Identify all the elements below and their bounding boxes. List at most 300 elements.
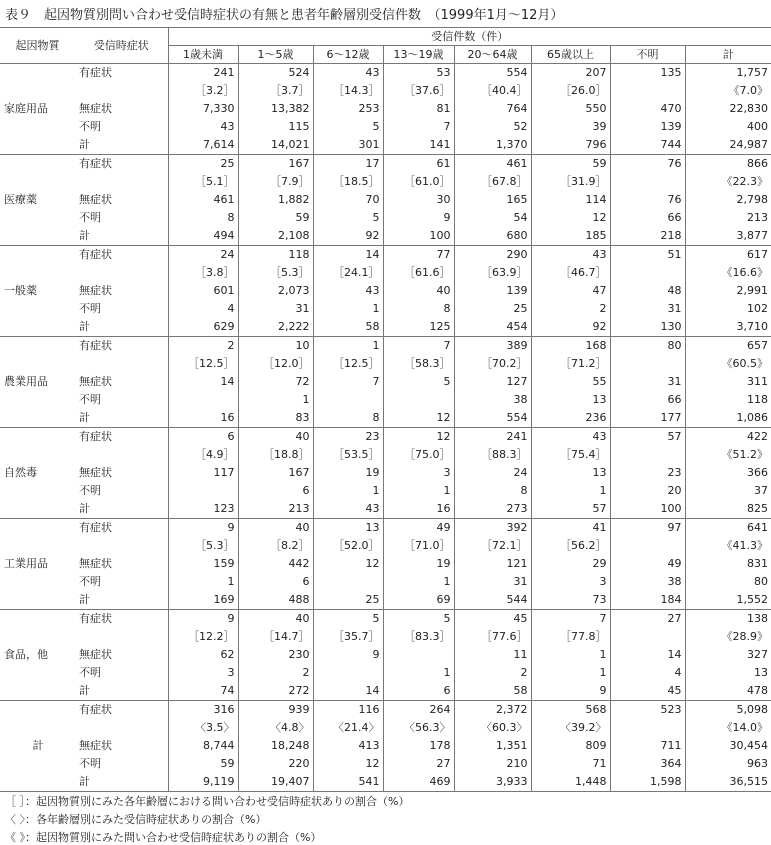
table-cell: 167: [238, 464, 313, 482]
table-row: [0, 719, 771, 737]
table-row: [0, 373, 771, 391]
table-cell: 8,744: [168, 737, 238, 755]
row-symptom-label: 無症状: [79, 648, 112, 661]
table-row: [0, 428, 771, 447]
table-cell: 3,877: [685, 227, 771, 246]
table-cell: 7: [383, 337, 454, 356]
table-cell: 5: [383, 610, 454, 629]
table-cell: 16: [168, 409, 238, 428]
table-cell: 57: [610, 428, 685, 447]
table-cell: 469: [383, 773, 454, 792]
table-cell: 19,407: [238, 773, 313, 792]
row-source-empty: [0, 773, 75, 792]
table-cell: 12: [313, 555, 383, 573]
table-cell: 6: [238, 573, 313, 591]
table-cell: 74: [168, 682, 238, 701]
table-cell: 13: [531, 464, 610, 482]
table-cell: 70: [313, 191, 383, 209]
table-cell: 115: [238, 118, 313, 136]
table-row: [0, 118, 771, 136]
table-cell: 31: [610, 373, 685, 391]
header-age-1: 1～5歳: [238, 46, 313, 64]
table-cell: 12: [383, 409, 454, 428]
table-cell: 25: [313, 591, 383, 610]
table-cell: 213: [685, 209, 771, 227]
header-age-0: 1歳未満: [168, 46, 238, 64]
table-row: [0, 682, 771, 701]
table-cell: 554: [454, 409, 531, 428]
table-cell: 2,372: [454, 701, 531, 720]
table-row: [0, 264, 771, 282]
table-cell: 963: [685, 755, 771, 773]
table-cell: 24: [454, 464, 531, 482]
table-cell: [610, 173, 685, 191]
header-age-4: 20～64歳: [454, 46, 531, 64]
table-cell: ［3.7］: [238, 82, 313, 100]
table-cell: 139: [454, 282, 531, 300]
data-table: [0, 27, 771, 792]
table-cell: 71: [531, 755, 610, 773]
table-cell: 8: [454, 482, 531, 500]
table-cell: ［71.2］: [531, 355, 610, 373]
table-cell: 1: [531, 482, 610, 500]
table-cell: ［5.3］: [238, 264, 313, 282]
table-cell: 253: [313, 100, 383, 118]
row-symptom-label: 計: [75, 500, 168, 519]
table-cell: 3: [168, 664, 238, 682]
table-cell: 3: [531, 573, 610, 591]
row-symptom-label: [75, 82, 168, 100]
table-cell: 14,021: [238, 136, 313, 155]
row-symptom-label: 不明: [79, 302, 101, 315]
table-cell: 19: [383, 555, 454, 573]
row-source-empty: [0, 573, 75, 591]
legend-double-angle-note: 《 》：起因物質別にみた問い合わせ受信時症状ありの割合（%）: [5, 831, 322, 844]
table-cell: 5: [313, 610, 383, 629]
table-row: [0, 318, 771, 337]
row-source-empty: [0, 318, 75, 337]
table-cell: 25: [454, 300, 531, 318]
table-cell: 9,119: [168, 773, 238, 792]
row-source-empty: [0, 337, 75, 356]
table-row: [0, 391, 771, 409]
table-cell: 8: [383, 300, 454, 318]
header-symptom: 受信時症状: [75, 28, 168, 64]
table-cell: 9: [168, 610, 238, 629]
header-age-2: 6～12歳: [313, 46, 383, 64]
table-cell: 66: [610, 391, 685, 409]
table-cell: 470: [610, 100, 685, 118]
table-cell: 81: [383, 100, 454, 118]
table-cell: 57: [531, 500, 610, 519]
row-symptom-label: 有症状: [79, 248, 112, 261]
table-cell: 290: [454, 246, 531, 265]
table-cell: 12: [313, 755, 383, 773]
row-symptom-label: 不明: [79, 757, 101, 770]
table-cell: 165: [454, 191, 531, 209]
table-cell: 7,614: [168, 136, 238, 155]
row-source-empty: [0, 173, 75, 191]
table-cell: 311: [685, 373, 771, 391]
table-row: [0, 573, 771, 591]
table-cell: 1: [531, 664, 610, 682]
table-row: [0, 191, 771, 209]
table-cell: 5: [313, 118, 383, 136]
table-cell: 230: [238, 646, 313, 664]
table-cell: 80: [610, 337, 685, 356]
row-symptom-label: [75, 628, 168, 646]
row-source-empty: [0, 519, 75, 538]
table-row: [0, 300, 771, 318]
table-cell: ［71.0］: [383, 537, 454, 555]
table-cell: 59: [531, 155, 610, 174]
table-cell: 207: [531, 64, 610, 83]
table-cell: 27: [383, 755, 454, 773]
table-cell: 2: [454, 664, 531, 682]
table-cell: 2,108: [238, 227, 313, 246]
table-cell: 117: [168, 464, 238, 482]
row-symptom-label: [75, 537, 168, 555]
table-cell: 43: [168, 118, 238, 136]
table-cell: 273: [454, 500, 531, 519]
row-source-empty: [0, 500, 75, 519]
table-cell: 14: [313, 682, 383, 701]
row-source-empty: [0, 64, 75, 83]
header-age-7: 計: [685, 46, 771, 64]
row-source-label: 農業用品: [4, 375, 48, 388]
table-cell: [168, 482, 238, 500]
table-cell: 1: [531, 646, 610, 664]
row-source-empty: [0, 591, 75, 610]
table-cell: 30,454: [685, 737, 771, 755]
header-received-count: 受信件数（件）: [168, 28, 771, 46]
table-cell: ［53.5］: [313, 446, 383, 464]
table-cell: 《22.3》: [685, 173, 771, 191]
row-source-empty: [0, 246, 75, 265]
table-cell: 641: [685, 519, 771, 538]
table-cell: 168: [531, 337, 610, 356]
table-cell: 831: [685, 555, 771, 573]
table-cell: ［3.2］: [168, 82, 238, 100]
table-cell: 116: [313, 701, 383, 720]
table-cell: 218: [610, 227, 685, 246]
table-cell: 《51.2》: [685, 446, 771, 464]
table-cell: 102: [685, 300, 771, 318]
table-cell: 23: [610, 464, 685, 482]
row-symptom-label: 不明: [79, 484, 101, 497]
row-symptom-label: 有症状: [79, 157, 112, 170]
table-cell: 13: [531, 391, 610, 409]
table-row: [0, 591, 771, 610]
table-cell: 1,757: [685, 64, 771, 83]
table-row: [0, 446, 771, 464]
table-title: 表９ 起因物質別問い合わせ受信時症状の有無と患者年齢層別受信件数 （1999年1月～12月）: [5, 8, 564, 23]
table-cell: 264: [383, 701, 454, 720]
table-cell: 14: [168, 373, 238, 391]
table-cell: ［52.0］: [313, 537, 383, 555]
table-cell: 118: [685, 391, 771, 409]
row-symptom-label: [75, 173, 168, 191]
table-cell: 5: [313, 209, 383, 227]
table-cell: 1,882: [238, 191, 313, 209]
table-cell: 601: [168, 282, 238, 300]
table-cell: ［40.4］: [454, 82, 531, 100]
table-cell: 76: [610, 155, 685, 174]
table-cell: 554: [454, 64, 531, 83]
table-row: [0, 701, 771, 720]
table-row: [0, 173, 771, 191]
table-cell: [610, 264, 685, 282]
table-cell: 48: [610, 282, 685, 300]
table-cell: 61: [383, 155, 454, 174]
table-cell: ［12.0］: [238, 355, 313, 373]
table-cell: 241: [168, 64, 238, 83]
table-cell: 478: [685, 682, 771, 701]
table-cell: 40: [238, 610, 313, 629]
table-cell: 〈21.4〉: [313, 719, 383, 737]
table-cell: [610, 82, 685, 100]
table-cell: 30: [383, 191, 454, 209]
row-source-label: 工業用品: [4, 557, 48, 570]
row-source-empty: [0, 136, 75, 155]
table-cell: 62: [168, 646, 238, 664]
table-cell: [610, 719, 685, 737]
table-cell: ［5.3］: [168, 537, 238, 555]
table-cell: 141: [383, 136, 454, 155]
row-symptom-label: 無症状: [79, 739, 112, 752]
row-symptom-label: 有症状: [79, 612, 112, 625]
table-cell: 159: [168, 555, 238, 573]
table-cell: [610, 446, 685, 464]
table-cell: 7: [383, 118, 454, 136]
table-cell: 121: [454, 555, 531, 573]
table-cell: 617: [685, 246, 771, 265]
table-cell: ［58.3］: [383, 355, 454, 373]
table-cell: 14: [313, 246, 383, 265]
table-cell: 41: [531, 519, 610, 538]
table-cell: 31: [238, 300, 313, 318]
row-source-empty: [0, 428, 75, 447]
table-cell: ［24.1］: [313, 264, 383, 282]
table-cell: 24: [168, 246, 238, 265]
table-cell: ［12.5］: [168, 355, 238, 373]
table-cell: 20: [610, 482, 685, 500]
table-cell: ［5.1］: [168, 173, 238, 191]
table-cell: 3,710: [685, 318, 771, 337]
row-source-empty: [0, 628, 75, 646]
row-symptom-label: 計: [75, 773, 168, 792]
table-cell: 1: [313, 337, 383, 356]
table-cell: 130: [610, 318, 685, 337]
table-cell: 1: [383, 664, 454, 682]
row-symptom-label: [75, 446, 168, 464]
row-source-empty: [0, 682, 75, 701]
table-cell: 53: [383, 64, 454, 83]
table-cell: 8: [168, 209, 238, 227]
table-cell: 442: [238, 555, 313, 573]
row-symptom-label: 有症状: [79, 66, 112, 79]
table-cell: 114: [531, 191, 610, 209]
table-cell: 825: [685, 500, 771, 519]
table-row: [0, 773, 771, 792]
table-cell: 185: [531, 227, 610, 246]
table-cell: 36,515: [685, 773, 771, 792]
table-cell: 76: [610, 191, 685, 209]
row-symptom-label: 不明: [79, 575, 101, 588]
table-row: [0, 737, 771, 755]
table-cell: 629: [168, 318, 238, 337]
row-source-label: 計: [32, 739, 44, 752]
table-cell: 7: [531, 610, 610, 629]
table-cell: 《41.3》: [685, 537, 771, 555]
table-cell: 364: [610, 755, 685, 773]
row-symptom-label: 無症状: [79, 375, 112, 388]
table-cell: 37: [685, 482, 771, 500]
table-cell: 7: [313, 373, 383, 391]
table-cell: 184: [610, 591, 685, 610]
table-cell: 59: [238, 209, 313, 227]
table-cell: 139: [610, 118, 685, 136]
table-cell: 454: [454, 318, 531, 337]
row-symptom-label: 不明: [79, 666, 101, 679]
table-row: [0, 282, 771, 300]
table-cell: ［14.7］: [238, 628, 313, 646]
table-cell: 2,991: [685, 282, 771, 300]
table-cell: ［35.7］: [313, 628, 383, 646]
table-cell: 125: [383, 318, 454, 337]
table-cell: 389: [454, 337, 531, 356]
table-cell: ［70.2］: [454, 355, 531, 373]
table-cell: ［67.8］: [454, 173, 531, 191]
table-cell: 809: [531, 737, 610, 755]
table-cell: 1: [168, 573, 238, 591]
table-cell: 17: [313, 155, 383, 174]
table-cell: ［77.6］: [454, 628, 531, 646]
row-symptom-label: 無症状: [79, 102, 112, 115]
table-cell: 77: [383, 246, 454, 265]
table-cell: [610, 355, 685, 373]
table-cell: 138: [685, 610, 771, 629]
header-age-6: 不明: [610, 46, 685, 64]
table-cell: 9: [168, 519, 238, 538]
table-cell: ［75.0］: [383, 446, 454, 464]
table-cell: 680: [454, 227, 531, 246]
row-source-empty: [0, 537, 75, 555]
table-cell: 177: [610, 409, 685, 428]
table-cell: ［18.8］: [238, 446, 313, 464]
row-source-empty: [0, 409, 75, 428]
table-cell: ［7.9］: [238, 173, 313, 191]
table-cell: 14: [610, 646, 685, 664]
table-cell: ［56.2］: [531, 537, 610, 555]
header-age-5: 65歳以上: [531, 46, 610, 64]
table-cell: ［18.5］: [313, 173, 383, 191]
table-cell: 488: [238, 591, 313, 610]
table-cell: 461: [168, 191, 238, 209]
table-cell: 2: [168, 337, 238, 356]
table-cell: 541: [313, 773, 383, 792]
row-symptom-label: 有症状: [79, 521, 112, 534]
table-cell: 55: [531, 373, 610, 391]
row-source-empty: [0, 227, 75, 246]
table-cell: ［8.2］: [238, 537, 313, 555]
table-row: [0, 100, 771, 118]
table-cell: 9: [383, 209, 454, 227]
table-cell: 38: [454, 391, 531, 409]
table-cell: ［26.0］: [531, 82, 610, 100]
table-cell: 《28.9》: [685, 628, 771, 646]
table-cell: 83: [238, 409, 313, 428]
table-cell: 6: [238, 482, 313, 500]
table-cell: 12: [383, 428, 454, 447]
table-cell: 19: [313, 464, 383, 482]
table-cell: 764: [454, 100, 531, 118]
header-age-3: 13～19歳: [383, 46, 454, 64]
table-cell: 29: [531, 555, 610, 573]
row-source-empty: [0, 391, 75, 409]
table-cell: 100: [610, 500, 685, 519]
table-cell: 366: [685, 464, 771, 482]
table-cell: 550: [531, 100, 610, 118]
table-cell: 494: [168, 227, 238, 246]
table-cell: 796: [531, 136, 610, 155]
row-source-label: 医療薬: [4, 193, 37, 206]
row-source-empty: [0, 701, 75, 720]
table-cell: 1: [383, 573, 454, 591]
table-cell: 544: [454, 591, 531, 610]
table-cell: 97: [610, 519, 685, 538]
table-cell: [610, 537, 685, 555]
table-cell: 31: [610, 300, 685, 318]
table-cell: 2,798: [685, 191, 771, 209]
table-cell: 22,830: [685, 100, 771, 118]
row-source-empty: [0, 664, 75, 682]
table-cell: 43: [313, 282, 383, 300]
table-cell: 43: [313, 500, 383, 519]
table-cell: 127: [454, 373, 531, 391]
table-cell: 59: [168, 755, 238, 773]
table-cell: 400: [685, 118, 771, 136]
table-cell: 11: [454, 646, 531, 664]
table-cell: 9: [313, 646, 383, 664]
table-cell: 69: [383, 591, 454, 610]
table-cell: 178: [383, 737, 454, 755]
table-cell: 523: [610, 701, 685, 720]
table-cell: 6: [383, 682, 454, 701]
table-cell: 5,098: [685, 701, 771, 720]
row-symptom-label: 計: [75, 318, 168, 337]
table-cell: ［31.9］: [531, 173, 610, 191]
table-cell: 27: [610, 610, 685, 629]
row-source-empty: [0, 482, 75, 500]
table-cell: 49: [610, 555, 685, 573]
table-cell: 7,330: [168, 100, 238, 118]
table-cell: 66: [610, 209, 685, 227]
table-cell: 92: [531, 318, 610, 337]
table-row: [0, 555, 771, 573]
table-cell: 392: [454, 519, 531, 538]
table-cell: ［3.8］: [168, 264, 238, 282]
table-cell: 《60.5》: [685, 355, 771, 373]
table-cell: 236: [531, 409, 610, 428]
row-symptom-label: 無症状: [79, 193, 112, 206]
table-cell: 13: [313, 519, 383, 538]
table-cell: 301: [313, 136, 383, 155]
table-cell: 4: [610, 664, 685, 682]
table-cell: 25: [168, 155, 238, 174]
table-cell: 45: [610, 682, 685, 701]
table-cell: 1: [238, 391, 313, 409]
